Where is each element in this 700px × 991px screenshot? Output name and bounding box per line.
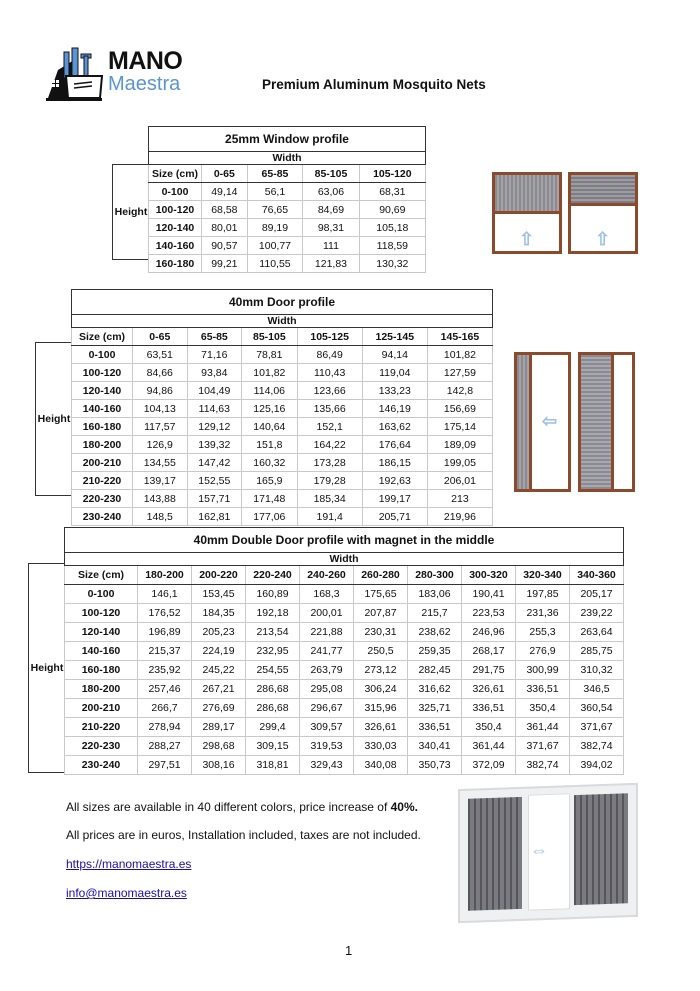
price-cell: 246,96 xyxy=(462,623,516,642)
price-cell: 179,28 xyxy=(297,472,362,490)
price-cell: 268,17 xyxy=(462,642,516,661)
price-cell: 111 xyxy=(303,237,359,255)
price-cell: 175,65 xyxy=(354,585,408,604)
size-header: Size (cm) xyxy=(72,328,133,346)
price-cell: 319,53 xyxy=(300,737,354,756)
row-header: 100-120 xyxy=(72,364,133,382)
table-row xyxy=(72,364,493,382)
price-cell: 164,22 xyxy=(297,436,362,454)
column-header: 65-85 xyxy=(187,328,242,346)
table-row xyxy=(72,346,493,364)
row-header: 230-240 xyxy=(65,756,138,775)
price-cell: 135,66 xyxy=(297,400,362,418)
column-header: 180-200 xyxy=(138,566,192,585)
price-cell: 114,63 xyxy=(187,400,242,418)
door-height-label: Height xyxy=(35,342,72,496)
price-cell: 104,49 xyxy=(187,382,242,400)
price-cell: 360,54 xyxy=(570,699,624,718)
price-cell: 105,18 xyxy=(359,219,425,237)
price-cell: 119,04 xyxy=(362,364,427,382)
table-title: 25mm Window profile xyxy=(149,127,426,152)
toolbox-house-icon xyxy=(44,46,106,102)
column-header: 65-85 xyxy=(247,165,303,183)
table-row xyxy=(72,508,493,526)
colors-note-percent: 40%. xyxy=(390,800,418,814)
row-header: 0-100 xyxy=(149,183,202,201)
table-row xyxy=(72,382,493,400)
row-header: 120-140 xyxy=(149,219,202,237)
price-cell: 63,06 xyxy=(303,183,359,201)
price-cell: 121,83 xyxy=(303,255,359,273)
price-cell: 309,15 xyxy=(246,737,300,756)
column-header: 105-120 xyxy=(359,165,425,183)
colors-note xyxy=(66,800,418,814)
price-cell: 173,28 xyxy=(297,454,362,472)
price-cell: 336,51 xyxy=(462,699,516,718)
price-cell: 300,99 xyxy=(516,661,570,680)
column-header: 280-300 xyxy=(408,566,462,585)
table-row xyxy=(65,623,624,642)
price-cell: 340,08 xyxy=(354,756,408,775)
arrow-up-icon: ⇧ xyxy=(595,229,611,249)
prices-note: All prices are in euros, Installation included, taxes are not included. xyxy=(66,828,421,842)
row-header: 0-100 xyxy=(72,346,133,364)
price-cell: 255,3 xyxy=(516,623,570,642)
price-cell: 184,35 xyxy=(192,604,246,623)
table-row xyxy=(72,454,493,472)
page-number: 1 xyxy=(345,943,353,958)
price-cell: 316,62 xyxy=(408,680,462,699)
window-net-illustration xyxy=(490,172,640,254)
colors-note-text: All sizes are available in 40 different colors, price increase of xyxy=(66,800,391,814)
price-cell: 330,03 xyxy=(354,737,408,756)
table-row xyxy=(149,183,426,201)
price-cell: 84,69 xyxy=(303,201,359,219)
price-cell: 93,84 xyxy=(187,364,242,382)
width-header: Width xyxy=(65,553,624,566)
price-cell: 273,12 xyxy=(354,661,408,680)
price-cell: 156,69 xyxy=(427,400,492,418)
table-row xyxy=(149,201,426,219)
price-cell: 371,67 xyxy=(570,718,624,737)
arrow-left-icon: ⇦ xyxy=(542,411,558,431)
price-cell: 140,64 xyxy=(242,418,298,436)
table-row xyxy=(149,237,426,255)
price-cell: 259,35 xyxy=(408,642,462,661)
price-cell: 394,02 xyxy=(570,756,624,775)
row-header: 0-100 xyxy=(65,585,138,604)
logo-text-mano: MANO xyxy=(108,47,183,75)
price-cell: 125,16 xyxy=(242,400,298,418)
row-header: 200-210 xyxy=(72,454,133,472)
price-cell: 192,18 xyxy=(246,604,300,623)
price-cell: 266,7 xyxy=(138,699,192,718)
price-cell: 168,3 xyxy=(300,585,354,604)
table-row xyxy=(65,604,624,623)
table-row xyxy=(65,699,624,718)
row-header: 220-230 xyxy=(72,490,133,508)
price-cell: 250,5 xyxy=(354,642,408,661)
row-header: 120-140 xyxy=(65,623,138,642)
price-cell: 171,48 xyxy=(242,490,298,508)
price-cell: 205,23 xyxy=(192,623,246,642)
price-cell: 213,54 xyxy=(246,623,300,642)
price-cell: 68,31 xyxy=(359,183,425,201)
price-cell: 295,08 xyxy=(300,680,354,699)
price-cell: 296,67 xyxy=(300,699,354,718)
price-cell: 286,68 xyxy=(246,680,300,699)
price-cell: 78,81 xyxy=(242,346,298,364)
price-cell: 177,06 xyxy=(242,508,298,526)
price-cell: 350,4 xyxy=(462,718,516,737)
price-cell: 63,51 xyxy=(133,346,188,364)
arrow-up-icon: ⇧ xyxy=(519,229,535,249)
price-cell: 285,75 xyxy=(570,642,624,661)
price-cell: 267,21 xyxy=(192,680,246,699)
price-cell: 346,5 xyxy=(570,680,624,699)
price-cell: 276,69 xyxy=(192,699,246,718)
price-cell: 235,92 xyxy=(138,661,192,680)
price-cell: 231,36 xyxy=(516,604,570,623)
column-header: 0-65 xyxy=(133,328,188,346)
price-cell: 263,64 xyxy=(570,623,624,642)
column-header: 340-360 xyxy=(570,566,624,585)
price-cell: 147,42 xyxy=(187,454,242,472)
price-cell: 282,45 xyxy=(408,661,462,680)
row-header: 220-230 xyxy=(65,737,138,756)
price-cell: 110,43 xyxy=(297,364,362,382)
row-header: 210-220 xyxy=(72,472,133,490)
table-row xyxy=(72,490,493,508)
price-cell: 94,86 xyxy=(133,382,188,400)
price-cell: 238,62 xyxy=(408,623,462,642)
price-cell: 90,69 xyxy=(359,201,425,219)
price-cell: 223,53 xyxy=(462,604,516,623)
row-header: 160-180 xyxy=(149,255,202,273)
price-cell: 286,68 xyxy=(246,699,300,718)
price-cell: 49,14 xyxy=(202,183,248,201)
price-cell: 315,96 xyxy=(354,699,408,718)
price-cell: 185,34 xyxy=(297,490,362,508)
price-cell: 189,09 xyxy=(427,436,492,454)
table-row xyxy=(65,642,624,661)
price-cell: 139,17 xyxy=(133,472,188,490)
size-header: Size (cm) xyxy=(149,165,202,183)
table-row xyxy=(72,418,493,436)
price-cell: 199,05 xyxy=(427,454,492,472)
price-cell: 80,01 xyxy=(202,219,248,237)
price-cell: 205,71 xyxy=(362,508,427,526)
price-cell: 232,95 xyxy=(246,642,300,661)
price-cell: 191,4 xyxy=(297,508,362,526)
column-header: 85-105 xyxy=(242,328,298,346)
door-price-table xyxy=(71,289,493,526)
price-cell: 230,31 xyxy=(354,623,408,642)
price-cell: 239,22 xyxy=(570,604,624,623)
price-cell: 160,89 xyxy=(246,585,300,604)
row-header: 160-180 xyxy=(65,661,138,680)
width-header: Width xyxy=(149,152,426,165)
price-cell: 197,85 xyxy=(516,585,570,604)
document-title: Premium Aluminum Mosquito Nets xyxy=(262,77,486,92)
price-cell: 257,46 xyxy=(138,680,192,699)
price-cell: 382,74 xyxy=(570,737,624,756)
row-header: 120-140 xyxy=(72,382,133,400)
price-cell: 146,19 xyxy=(362,400,427,418)
column-header: 125-145 xyxy=(362,328,427,346)
table-row xyxy=(72,400,493,418)
price-cell: 114,06 xyxy=(242,382,298,400)
price-cell: 146,1 xyxy=(138,585,192,604)
table-row xyxy=(72,472,493,490)
size-header: Size (cm) xyxy=(65,566,138,585)
price-cell: 84,66 xyxy=(133,364,188,382)
price-cell: 291,75 xyxy=(462,661,516,680)
table-title: 40mm Double Door profile with magnet in the middle xyxy=(65,528,624,553)
price-cell: 288,27 xyxy=(138,737,192,756)
price-cell: 306,24 xyxy=(354,680,408,699)
price-cell: 160,32 xyxy=(242,454,298,472)
price-cell: 326,61 xyxy=(354,718,408,737)
price-cell: 130,32 xyxy=(359,255,425,273)
price-cell: 371,67 xyxy=(516,737,570,756)
price-cell: 308,16 xyxy=(192,756,246,775)
row-header: 140-160 xyxy=(149,237,202,255)
column-header: 320-340 xyxy=(516,566,570,585)
price-cell: 56,1 xyxy=(247,183,303,201)
price-cell: 157,71 xyxy=(187,490,242,508)
column-header: 200-220 xyxy=(192,566,246,585)
price-cell: 152,1 xyxy=(297,418,362,436)
price-cell: 350,73 xyxy=(408,756,462,775)
website-link[interactable]: https://manomaestra.es xyxy=(66,857,192,871)
table-row xyxy=(65,756,624,775)
price-cell: 151,8 xyxy=(242,436,298,454)
price-cell: 310,32 xyxy=(570,661,624,680)
price-cell: 361,44 xyxy=(462,737,516,756)
price-cell: 326,61 xyxy=(462,680,516,699)
double-door-price-table xyxy=(64,527,624,775)
price-cell: 196,89 xyxy=(138,623,192,642)
table-title: 40mm Door profile xyxy=(72,290,493,315)
price-cell: 162,81 xyxy=(187,508,242,526)
price-cell: 175,14 xyxy=(427,418,492,436)
price-cell: 199,17 xyxy=(362,490,427,508)
logo-text-maestra: Maestra xyxy=(108,73,181,95)
price-cell: 325,71 xyxy=(408,699,462,718)
price-cell: 68,58 xyxy=(202,201,248,219)
row-header: 100-120 xyxy=(149,201,202,219)
price-cell: 329,43 xyxy=(300,756,354,775)
price-cell: 186,15 xyxy=(362,454,427,472)
table-row xyxy=(65,661,624,680)
price-cell: 76,65 xyxy=(247,201,303,219)
price-cell: 100,77 xyxy=(247,237,303,255)
price-cell: 318,81 xyxy=(246,756,300,775)
price-cell: 118,59 xyxy=(359,237,425,255)
table-row xyxy=(65,737,624,756)
price-cell: 190,41 xyxy=(462,585,516,604)
price-cell: 133,23 xyxy=(362,382,427,400)
price-cell: 148,5 xyxy=(133,508,188,526)
window-height-label: Height xyxy=(112,164,149,260)
price-cell: 142,8 xyxy=(427,382,492,400)
double-door-net-illustration xyxy=(458,786,636,918)
price-cell: 207,87 xyxy=(354,604,408,623)
price-cell: 89,19 xyxy=(247,219,303,237)
price-cell: 110,55 xyxy=(247,255,303,273)
price-cell: 101,82 xyxy=(242,364,298,382)
price-cell: 276,9 xyxy=(516,642,570,661)
width-header: Width xyxy=(72,315,493,328)
price-cell: 350,4 xyxy=(516,699,570,718)
price-cell: 382,74 xyxy=(516,756,570,775)
price-cell: 176,64 xyxy=(362,436,427,454)
price-cell: 134,55 xyxy=(133,454,188,472)
price-cell: 152,55 xyxy=(187,472,242,490)
price-cell: 127,59 xyxy=(427,364,492,382)
email-link[interactable]: info@manomaestra.es xyxy=(66,886,187,900)
price-cell: 129,12 xyxy=(187,418,242,436)
price-cell: 336,51 xyxy=(408,718,462,737)
price-cell: 213 xyxy=(427,490,492,508)
price-cell: 71,16 xyxy=(187,346,242,364)
price-cell: 165,9 xyxy=(242,472,298,490)
row-header: 180-200 xyxy=(72,436,133,454)
price-cell: 372,09 xyxy=(462,756,516,775)
price-cell: 99,21 xyxy=(202,255,248,273)
price-cell: 297,51 xyxy=(138,756,192,775)
price-cell: 289,17 xyxy=(192,718,246,737)
arrow-left-right-icon: ⇔ xyxy=(530,840,548,861)
price-cell: 200,01 xyxy=(300,604,354,623)
price-cell: 183,06 xyxy=(408,585,462,604)
row-header: 160-180 xyxy=(72,418,133,436)
row-header: 230-240 xyxy=(72,508,133,526)
price-cell: 361,44 xyxy=(516,718,570,737)
column-header: 145-165 xyxy=(427,328,492,346)
column-header: 0-65 xyxy=(202,165,248,183)
column-header: 105-125 xyxy=(297,328,362,346)
logo xyxy=(44,46,184,102)
price-cell: 263,79 xyxy=(300,661,354,680)
price-cell: 221,88 xyxy=(300,623,354,642)
price-cell: 245,22 xyxy=(192,661,246,680)
price-cell: 215,37 xyxy=(138,642,192,661)
price-cell: 340,41 xyxy=(408,737,462,756)
table-row xyxy=(149,219,426,237)
door-net-illustration xyxy=(514,352,638,494)
price-cell: 94,14 xyxy=(362,346,427,364)
price-cell: 123,66 xyxy=(297,382,362,400)
price-cell: 241,77 xyxy=(300,642,354,661)
column-header: 220-240 xyxy=(246,566,300,585)
price-cell: 98,31 xyxy=(303,219,359,237)
price-cell: 104,13 xyxy=(133,400,188,418)
price-cell: 143,88 xyxy=(133,490,188,508)
column-header: 85-105 xyxy=(303,165,359,183)
price-cell: 298,68 xyxy=(192,737,246,756)
price-cell: 205,17 xyxy=(570,585,624,604)
price-cell: 254,55 xyxy=(246,661,300,680)
price-cell: 101,82 xyxy=(427,346,492,364)
price-cell: 192,63 xyxy=(362,472,427,490)
row-header: 180-200 xyxy=(65,680,138,699)
table-row xyxy=(65,585,624,604)
row-header: 210-220 xyxy=(65,718,138,737)
price-cell: 163,62 xyxy=(362,418,427,436)
row-header: 200-210 xyxy=(65,699,138,718)
price-cell: 309,57 xyxy=(300,718,354,737)
row-header: 140-160 xyxy=(72,400,133,418)
price-cell: 139,32 xyxy=(187,436,242,454)
price-cell: 90,57 xyxy=(202,237,248,255)
column-header: 240-260 xyxy=(300,566,354,585)
price-cell: 336,51 xyxy=(516,680,570,699)
price-cell: 206,01 xyxy=(427,472,492,490)
price-cell: 224,19 xyxy=(192,642,246,661)
price-cell: 299,4 xyxy=(246,718,300,737)
price-cell: 86,49 xyxy=(297,346,362,364)
price-cell: 117,57 xyxy=(133,418,188,436)
price-cell: 153,45 xyxy=(192,585,246,604)
table-row xyxy=(72,436,493,454)
price-cell: 278,94 xyxy=(138,718,192,737)
table-row xyxy=(65,718,624,737)
window-price-table xyxy=(148,126,426,273)
price-cell: 176,52 xyxy=(138,604,192,623)
table-row xyxy=(65,680,624,699)
row-header: 140-160 xyxy=(65,642,138,661)
price-cell: 126,9 xyxy=(133,436,188,454)
column-header: 260-280 xyxy=(354,566,408,585)
table-row xyxy=(149,255,426,273)
row-header: 100-120 xyxy=(65,604,138,623)
double-door-height-label: Height xyxy=(28,563,65,773)
price-cell: 219,96 xyxy=(427,508,492,526)
column-header: 300-320 xyxy=(462,566,516,585)
price-cell: 215,7 xyxy=(408,604,462,623)
